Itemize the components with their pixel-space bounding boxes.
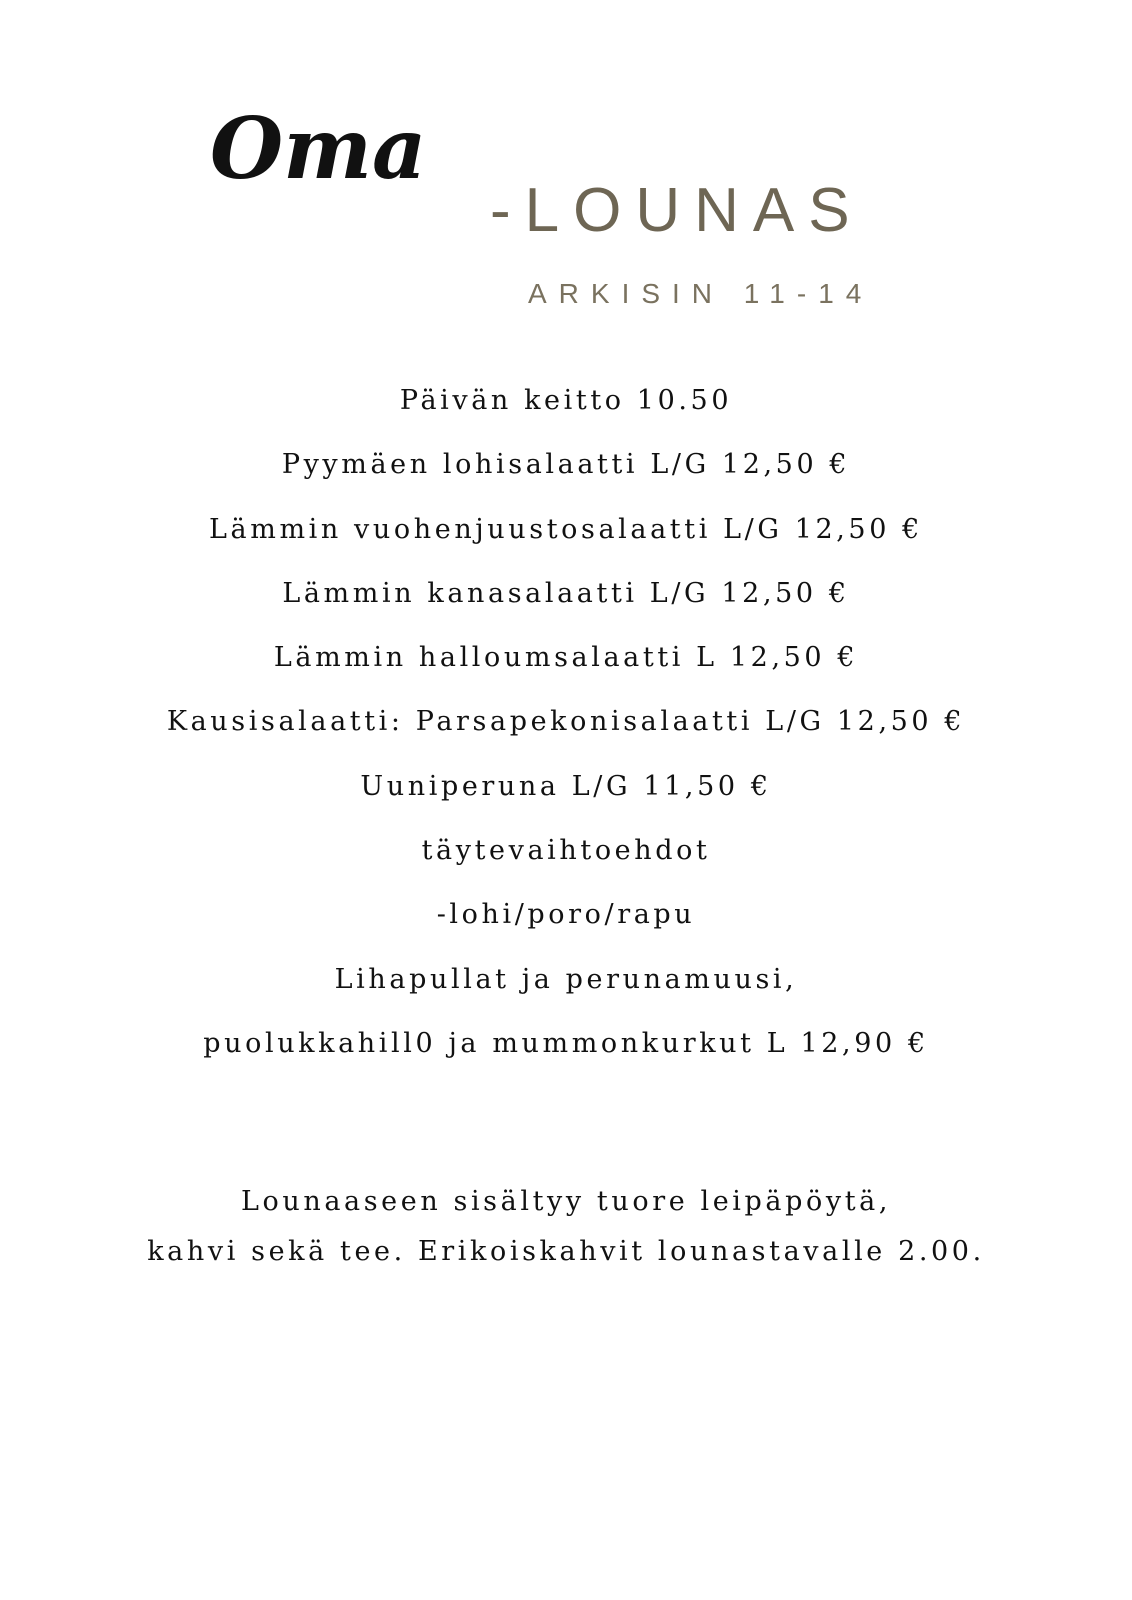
opening-hours: ARKISIN 11-14 <box>528 278 874 309</box>
menu-item: Pyymäen lohisalaatti L/G 12,50 € <box>281 449 851 481</box>
page-title: -LOUNAS <box>490 176 864 245</box>
menu-item: Lihapullat ja perunamuusi, <box>334 963 798 995</box>
oma-logo-text: Oma <box>210 100 427 195</box>
lunch-menu <box>0 386 1132 1093</box>
menu-item: -lohi/poro/rapu <box>436 899 696 931</box>
menu-item: Päivän keitto 10.50 <box>399 385 733 416</box>
note-line: kahvi sekä tee. Erikoiskahvit lounastavalle 2.00. <box>147 1236 985 1267</box>
menu-item: Lämmin kanasalaatti L/G 12,50 € <box>282 577 850 609</box>
lunch-note <box>0 1187 1132 1287</box>
menu-item: täytevaihtoehdot <box>421 835 711 867</box>
note-line: Lounaaseen sisältyy tuore leipäpöytä, <box>240 1186 892 1217</box>
menu-item: puolukkahill0 ja mummonkurkut L 12,90 € <box>203 1027 929 1059</box>
menu-item: Kausisalaatti: Parsapekonisalaatti L/G 12,50 € <box>166 706 966 738</box>
oma-logo-mark <box>210 100 450 195</box>
menu-item: Uuniperuna L/G 11,50 € <box>360 770 772 802</box>
menu-item: Lämmin halloumsalaatti L 12,50 € <box>273 642 859 674</box>
menu-item: Lämmin vuohenjuustosalaatti L/G 12,50 € <box>209 513 923 545</box>
oma-logo <box>210 100 450 195</box>
